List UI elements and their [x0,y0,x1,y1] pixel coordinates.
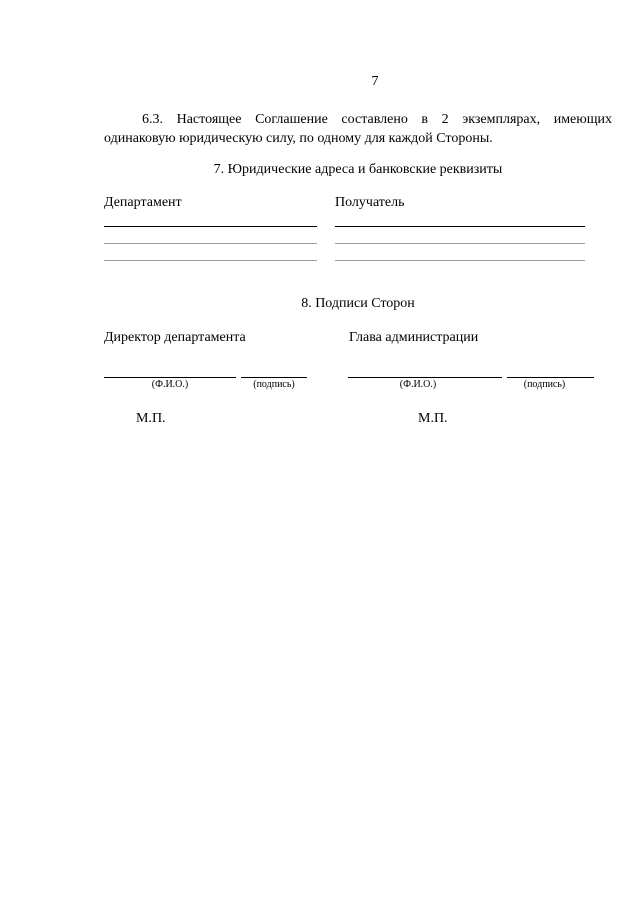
clause-number: 6.3. [142,112,163,127]
right-stamp-label: М.П. [418,411,448,426]
page-number: 7 [371,74,379,89]
left-requisites-line-1 [104,226,317,227]
right-signer-label: Глава администрации [349,330,479,345]
right-requisites-line-3 [335,260,585,261]
left-signature-caption: (подпись) [253,379,295,390]
right-fio-caption: (Ф.И.О.) [399,379,437,390]
left-signer-label: Директор департамента [104,330,246,345]
left-party-label: Департамент [104,195,182,210]
clause-text: Настоящее Соглашение составлено в 2 экземплярах, имеющих одинаковую юридическую силу, по одному для каждой Стороны. [104,112,613,146]
right-requisites-line-1 [335,226,585,227]
right-signature-line [507,377,594,378]
clause-6-3 [104,110,612,148]
left-requisites-line-2 [104,243,317,244]
left-fio-line [104,377,236,378]
right-requisites-line-2 [335,243,585,244]
left-fio-caption: (Ф.И.О.) [151,379,189,390]
right-party-label: Получатель [335,195,405,210]
left-requisites-line-3 [104,260,317,261]
section-7-title: 7. Юридические адреса и банковские реквизиты [213,162,503,177]
right-signature-caption: (подпись) [523,379,566,390]
right-fio-line [348,377,502,378]
left-signature-line [241,377,307,378]
left-stamp-label: М.П. [136,411,166,426]
section-8-title: 8. Подписи Сторон [301,296,415,311]
